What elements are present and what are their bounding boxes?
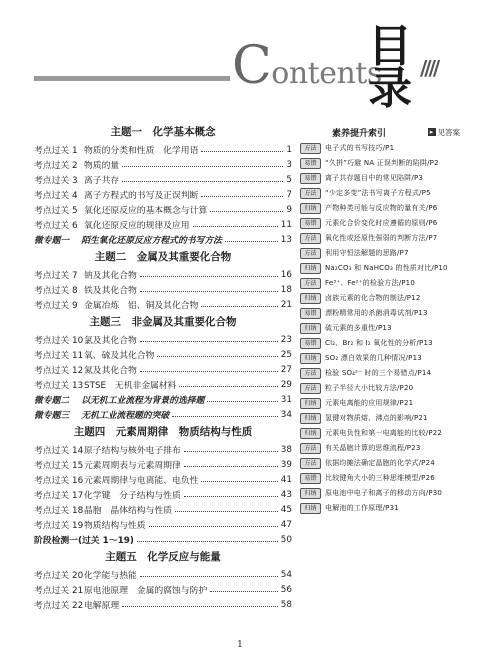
index-item[interactable] [300, 412, 460, 424]
category-tag: 易错 [300, 308, 321, 319]
entry-title: 晶胞 晶体结构与性质 [84, 506, 172, 516]
index-header [300, 122, 460, 142]
toc-entry[interactable] [34, 597, 292, 612]
index-item[interactable] [300, 442, 460, 454]
category-tag: 方法 [300, 383, 321, 394]
entry-key: 微专题一 [34, 236, 70, 246]
category-tag: 方法 [300, 458, 321, 469]
dot-leader [140, 276, 278, 277]
dot-leader [122, 181, 283, 182]
dot-leader [210, 211, 283, 212]
entry-key: 微专题三 [34, 411, 70, 421]
entry-title: 离子方程式的书写及正误判断 [84, 191, 199, 201]
dot-leader [122, 166, 283, 167]
toc-entry[interactable] [34, 442, 292, 457]
entry-title: 氯及其化合物 [84, 336, 137, 346]
index-text: 元素电负性和第一电离能的比较/P22 [325, 429, 443, 437]
entry-title: 陌生氧化还原反应方程式的书写方法 [81, 236, 222, 246]
index-item[interactable] [300, 457, 460, 469]
dot-leader [122, 606, 278, 607]
index-text: 有关晶胞计算的思维流程/P23 [325, 444, 421, 452]
index-title: 素养提升索引 [332, 128, 387, 139]
toc-entry[interactable] [34, 187, 292, 202]
toc-entry[interactable] [34, 392, 292, 407]
page-number: 1 [237, 640, 243, 650]
index-item[interactable] [300, 187, 460, 199]
entry-page: 25 [280, 349, 292, 360]
toc-entry[interactable] [34, 487, 292, 502]
dot-leader [225, 241, 278, 242]
index-item[interactable] [300, 487, 460, 499]
index-text: 元素电离能的应用规律/P21 [325, 399, 414, 407]
entry-title: 氮及其化合物 [84, 366, 137, 376]
entry-title: 以无机工业流程为背景的选择题 [81, 396, 205, 406]
entry-page: 3 [286, 159, 292, 170]
index-text: 产物种类可能与反应物的量有关/P6 [325, 204, 438, 212]
index-text: 利用守恒法解题的思路/P7 [325, 249, 409, 257]
index-text: Na₂CO₃ 和 NaHCO₃ 的性质对比/P10 [325, 264, 448, 272]
entry-key: 考点过关 19 [34, 521, 84, 531]
topic-heading: 主题五 化学反应与能量 [105, 551, 221, 563]
index-item[interactable] [300, 427, 460, 439]
dot-leader [179, 386, 277, 387]
mulu-title [364, 21, 416, 114]
index-text: 比较键角大小的三种思维模型/P26 [325, 474, 435, 482]
entry-title: 物质的分类和性质 化学用语 [84, 146, 199, 156]
entry-page: 21 [280, 299, 292, 310]
index-text: 离子共存题目中的常见陷阱/P3 [325, 174, 424, 182]
entry-key: 考点过关 3 [34, 176, 78, 186]
toc-entry[interactable] [34, 282, 292, 297]
entry-key: 考点过关 17 [34, 491, 84, 501]
entry-page: 27 [280, 364, 292, 375]
entry-key: 考点过关 6 [34, 221, 78, 231]
entry-page: 18 [280, 284, 292, 295]
dot-leader [201, 306, 277, 307]
index-text: 漂粉精常用的杀菌消毒试剂/P13 [325, 309, 428, 317]
entry-key: 考点过关 22 [34, 601, 84, 611]
index-item[interactable] [300, 202, 460, 214]
page-header [0, 0, 480, 112]
toc-entry[interactable] [34, 407, 292, 422]
topic-heading: 主题二 金属及其重要化合物 [94, 251, 232, 263]
category-tag: 易错 [300, 218, 321, 229]
category-tag: 方法 [300, 248, 321, 259]
entry-key: 考点过关 20 [34, 571, 84, 581]
index-item[interactable] [300, 247, 460, 259]
dot-leader [201, 151, 283, 152]
index-text: 元素化合价变化时应遵循的原则/P6 [325, 219, 438, 227]
entry-page: 38 [280, 444, 292, 455]
entry-title: 物质结构与性质 [84, 521, 146, 531]
entry-page: 54 [280, 569, 292, 580]
dot-leader [184, 451, 278, 452]
toc-entry[interactable] [34, 472, 292, 487]
entry-page: 47 [280, 519, 292, 530]
entry-key: 考点过关 18 [34, 506, 84, 516]
category-tag: 归纳 [300, 428, 321, 439]
answer-note [428, 127, 461, 138]
toc-entry[interactable] [34, 582, 292, 597]
entry-page: 41 [280, 474, 292, 485]
toc-entry[interactable] [34, 267, 292, 282]
entry-key: 阶段检测一(过关 1～19) [34, 536, 134, 546]
entry-page: 58 [280, 599, 292, 610]
entry-key: 考点过关 4 [34, 191, 78, 201]
index-item[interactable] [300, 277, 460, 289]
dot-leader [137, 541, 278, 542]
entry-title: STSE 无机非金属材料 [84, 381, 177, 391]
contents-title [232, 36, 382, 96]
entry-page: 31 [280, 394, 292, 405]
entry-title: 氧化还原反应的基本概念与计算 [84, 206, 208, 216]
entry-title: 氧、硫及其化合物 [84, 351, 155, 361]
dot-leader [157, 356, 277, 357]
category-tag: 易错 [300, 158, 321, 169]
category-tag: 归纳 [300, 353, 321, 364]
index-item[interactable] [300, 367, 460, 379]
category-tag: 归纳 [300, 398, 321, 409]
dot-leader [193, 226, 278, 227]
toc-entry[interactable] [34, 172, 292, 187]
entry-title: 原电池原理 金属的腐蚀与防护 [84, 586, 208, 596]
index-text: 卤族元素的化合物的制法/P12 [325, 294, 421, 302]
category-tag: 方法 [300, 143, 321, 154]
toc-entry[interactable] [34, 232, 292, 247]
entry-page: 39 [280, 459, 292, 470]
index-item[interactable] [300, 157, 460, 169]
toc-entry[interactable] [34, 202, 292, 217]
entry-key: 考点过关 21 [34, 586, 84, 596]
dot-leader [207, 401, 277, 402]
index-text: 粒子半径大小比较方法/P20 [325, 384, 414, 392]
index-text: Fe³⁺、Fe²⁺的检验方法/P10 [325, 279, 415, 287]
index-item[interactable] [300, 382, 460, 394]
toc-entry[interactable] [34, 502, 292, 517]
toc-entry[interactable] [34, 362, 292, 377]
dot-leader [184, 466, 278, 467]
dot-leader [175, 511, 278, 512]
toc-entry[interactable] [34, 532, 292, 547]
index-item[interactable] [300, 142, 460, 154]
index-item[interactable] [300, 292, 460, 304]
toc-entry[interactable] [34, 142, 292, 157]
entry-title: 金属冶炼 铝、铜及其化合物 [84, 301, 199, 311]
entry-page: 23 [280, 334, 292, 345]
entry-page: 34 [280, 409, 292, 420]
topic-heading: 主题一 化学基本概念 [110, 126, 216, 138]
index-text: 依据均摊法确定晶胞的化学式/P24 [325, 459, 435, 467]
entry-title: 钠及其化合物 [84, 271, 137, 281]
category-tag: 归纳 [300, 488, 321, 499]
entry-title: 氧化还原反应的规律及应用 [84, 221, 190, 231]
entry-key: 考点过关 5 [34, 206, 78, 216]
category-tag: 易错 [300, 338, 321, 349]
entry-title: 化学键 分子结构与性质 [84, 491, 181, 501]
index-text: 氧化性或还原性强弱的判断方法/P7 [325, 234, 438, 242]
index-text: 检验 SO₄²⁻ 时的三个易错点/P14 [325, 369, 432, 377]
index-text: 氢键对物质熔、沸点的影响/P21 [325, 414, 428, 422]
index-item[interactable] [300, 217, 460, 229]
entry-page: 13 [280, 234, 292, 245]
entry-page: 1 [286, 144, 292, 155]
toc-entry[interactable] [34, 332, 292, 347]
category-tag: 归纳 [300, 323, 321, 334]
category-tag: 易错 [300, 173, 321, 184]
index-text: “少定多变”法书写离子方程式/P5 [325, 189, 431, 197]
entry-key: 考点过关 11 [34, 351, 84, 361]
category-tag: 归纳 [300, 413, 321, 424]
entry-key: 考点过关 8 [34, 286, 78, 296]
index-text: 电子式的书写技巧/P1 [325, 144, 395, 152]
category-tag: 方法 [300, 278, 321, 289]
category-tag: 方法 [300, 368, 321, 379]
index-item[interactable] [300, 352, 460, 364]
contents-rest: ontents [271, 56, 382, 91]
mulu-char-1: 目 [368, 21, 412, 72]
entry-title: 铁及其化合物 [84, 286, 137, 296]
literacy-index [300, 122, 460, 517]
dot-leader [210, 591, 278, 592]
category-tag: 方法 [300, 233, 321, 244]
entry-page: 7 [286, 189, 292, 200]
toc-entry[interactable] [34, 377, 292, 392]
entry-key: 考点过关 12 [34, 366, 84, 376]
dot-leader [201, 481, 277, 482]
toc-entry[interactable] [34, 157, 292, 172]
toc-entry[interactable] [34, 567, 292, 582]
index-item[interactable] [300, 472, 460, 484]
category-tag: 归纳 [300, 203, 321, 214]
toc-entry[interactable] [34, 217, 292, 232]
toc-entry[interactable] [34, 297, 292, 312]
index-text: 硫元素的多重性/P13 [325, 324, 392, 332]
index-text: 原电池中电子和离子的移动方向/P30 [325, 489, 443, 497]
answer-label: 见答案 [437, 127, 460, 137]
entry-page: 43 [280, 489, 292, 500]
entry-title: 物质的量 [84, 161, 120, 171]
entry-key: 考点过关 7 [34, 271, 78, 281]
entry-key: 考点过关 16 [34, 476, 84, 486]
contents-initial: C [232, 36, 272, 96]
toc-entry[interactable] [34, 517, 292, 532]
dot-leader [172, 416, 278, 417]
entry-page: 9 [286, 204, 292, 215]
entry-key: 考点过关 13 [34, 381, 84, 391]
index-text: SO₂ 漂白效果的几种情况/P13 [325, 354, 422, 362]
toc-entry[interactable] [34, 457, 292, 472]
mulu-char-2: 录 [368, 63, 412, 114]
entry-key: 考点过关 14 [34, 446, 84, 456]
dot-leader [140, 341, 278, 342]
index-item[interactable] [300, 262, 460, 274]
category-tag: 归纳 [300, 293, 321, 304]
entry-key: 考点过关 1 [34, 146, 78, 156]
entry-title: 原子结构与核外电子排布 [84, 446, 181, 456]
entry-title: 元素周期表与元素周期律 [84, 461, 181, 471]
entry-title: 元素周期律与电离能、电负性 [84, 476, 199, 486]
category-tag: 归纳 [300, 503, 321, 514]
topic-heading: 主题四 元素周期律 物质结构与性质 [73, 426, 253, 438]
entry-key: 考点过关 9 [34, 301, 78, 311]
header-rule [34, 76, 230, 81]
entry-page: 56 [280, 584, 292, 595]
toc-entry[interactable] [34, 347, 292, 362]
index-item[interactable] [300, 502, 460, 514]
entry-title: 无机工业流程题的突破 [81, 411, 170, 421]
entry-key: 考点过关 10 [34, 336, 84, 346]
dot-leader [140, 371, 278, 372]
index-text: 电解池的工作原理/P31 [325, 504, 399, 512]
answer-arrow-icon: ▸ [428, 128, 436, 136]
category-tag: 易错 [300, 473, 321, 484]
entry-key: 考点过关 2 [34, 161, 78, 171]
index-item[interactable] [300, 307, 460, 319]
category-tag: 方法 [300, 188, 321, 199]
dot-leader [184, 496, 278, 497]
entry-key: 考点过关 15 [34, 461, 84, 471]
index-text: “久拼”巧避 NA 正误判断的陷阱/P2 [325, 159, 439, 167]
topic-heading: 主题三 非金属及其重要化合物 [89, 316, 237, 328]
entry-page: 11 [280, 219, 292, 230]
index-item[interactable] [300, 172, 460, 184]
index-list [300, 142, 460, 514]
entry-page: 16 [280, 269, 292, 280]
entry-key: 微专题二 [34, 396, 70, 406]
index-item[interactable] [300, 232, 460, 244]
index-item[interactable] [300, 337, 460, 349]
entry-title: 离子共存 [84, 176, 120, 186]
index-item[interactable] [300, 322, 460, 334]
entry-page: 45 [280, 504, 292, 515]
index-item[interactable] [300, 397, 460, 409]
dot-leader [140, 576, 278, 577]
entry-page: 5 [286, 174, 292, 185]
category-tag: 方法 [300, 443, 321, 454]
entry-title: 电解原理 [84, 601, 120, 611]
entry-title: 化学能与热能 [84, 571, 137, 581]
decorative-slashes: //// [420, 56, 438, 80]
dot-leader [140, 291, 278, 292]
entry-page: 29 [280, 379, 292, 390]
dot-leader [201, 196, 283, 197]
table-of-contents [34, 122, 292, 612]
index-text: Cl₂、Br₂ 和 I₂ 氧化性的分析/P13 [325, 339, 433, 347]
category-tag: 归纳 [300, 263, 321, 274]
entry-page: 50 [280, 534, 292, 545]
dot-leader [149, 526, 278, 527]
